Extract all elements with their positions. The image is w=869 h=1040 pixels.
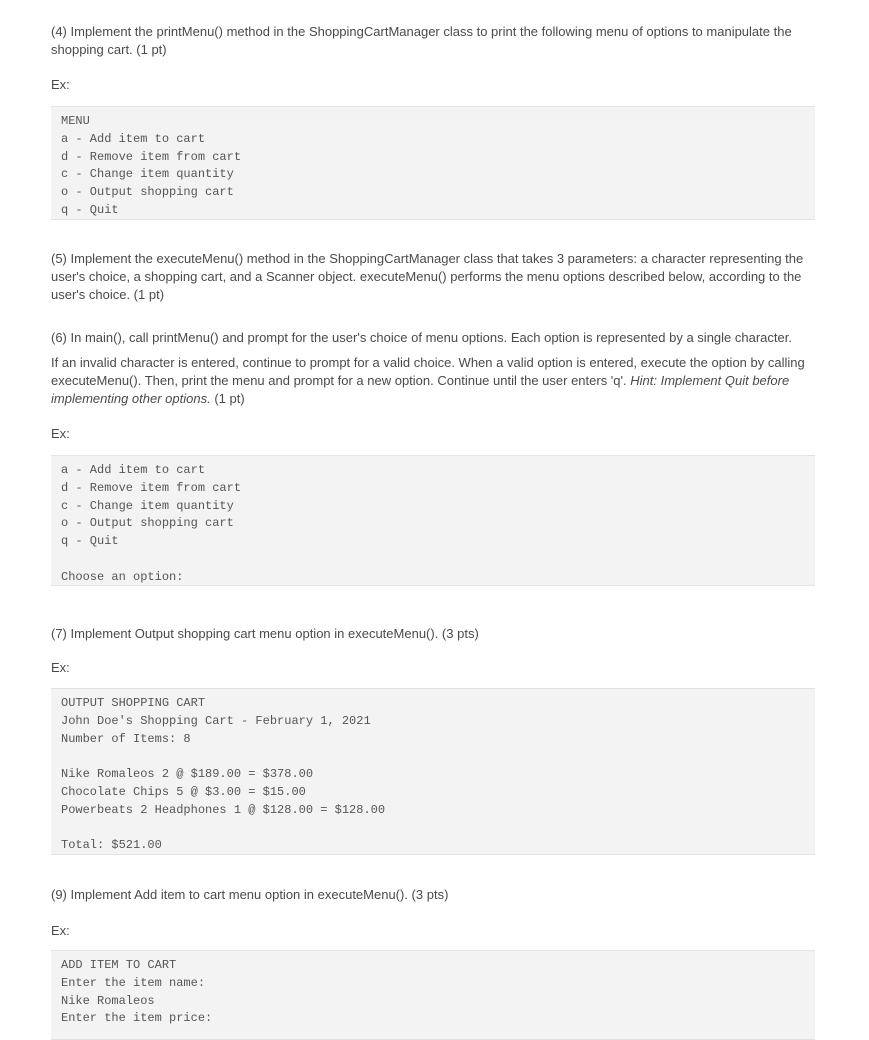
code-line: Choose an option: xyxy=(61,569,184,584)
code-line: a - Add item to cart xyxy=(61,463,206,477)
code-line: John Doe's Shopping Cart - February 1, 2021 xyxy=(61,713,371,728)
step6-instruction: (6) In main(), call printMenu() and prompt for the user's choice of menu options. Each option is represented by a single character. xyxy=(51,330,792,345)
step5-instruction: (5) Implement the executeMenu() method in the ShoppingCartManager class that takes 3 parameters: a character representing the user's choice, a shopping cart, and a Scanner object. executeMenu() performs the menu options described below, according to the user's choice. (1 pt) xyxy=(51,251,804,302)
code-line: ADD ITEM TO CART xyxy=(61,958,177,972)
step4-menu-code-block xyxy=(51,106,815,220)
step9-add-item-code-block xyxy=(51,950,815,1040)
code-line: c - Change item quantity xyxy=(61,167,234,182)
code-line: Chocolate Chips 5 @ $3.00 = $15.00 xyxy=(61,784,306,799)
step9-example-label: Ex: xyxy=(51,923,70,938)
code-line: q - Quit xyxy=(61,534,119,549)
step7-example-label: Ex: xyxy=(51,660,70,675)
code-line: o - Output shopping cart xyxy=(61,185,234,200)
code-line: o - Output shopping cart xyxy=(61,516,234,531)
code-line xyxy=(61,820,805,838)
code-line xyxy=(61,748,805,766)
step6-hint: Hint: Implement Quit before implementing other options. xyxy=(51,373,790,406)
step4-example-label: Ex: xyxy=(51,77,70,92)
code-line: Nike Romaleos xyxy=(61,993,155,1008)
step6-points: (1 pt) xyxy=(210,391,245,406)
code-line: c - Change item quantity xyxy=(61,498,234,513)
step4-instruction: (4) Implement the printMenu() method in the ShoppingCartManager class to print the following menu of options to manipulate the shopping cart. (1 pt) xyxy=(51,24,792,57)
step6-details xyxy=(51,354,821,408)
code-line: Nike Romaleos 2 @ $189.00 = $378.00 xyxy=(61,767,314,782)
code-line: OUTPUT SHOPPING CART xyxy=(61,696,206,710)
code-line: MENU xyxy=(61,114,90,128)
step6-menu-code-block xyxy=(51,455,815,586)
code-line: a - Add item to cart xyxy=(61,131,206,146)
code-line: Powerbeats 2 Headphones 1 @ $128.00 = $128.00 xyxy=(61,802,386,817)
code-line xyxy=(61,551,805,569)
code-line: d - Remove item from cart xyxy=(61,480,242,495)
code-line: q - Quit xyxy=(61,202,119,217)
step7-instruction: (7) Implement Output shopping cart menu option in executeMenu(). (3 pts) xyxy=(51,626,479,641)
step9-instruction: (9) Implement Add item to cart menu option in executeMenu(). (3 pts) xyxy=(51,887,449,902)
step7-output-code-block xyxy=(51,688,815,855)
step6-example-label: Ex: xyxy=(51,426,70,441)
code-line: Enter the item price: xyxy=(61,1011,213,1026)
code-line: d - Remove item from cart xyxy=(61,149,242,164)
step6-details-text: If an invalid character is entered, continue to prompt for a valid choice. When a valid option is entered, execute the option by calling executeMenu(). Then, print the menu and prompt for a new option. Continue until the user enters 'q'. xyxy=(51,355,805,388)
code-line: Enter the item name: xyxy=(61,975,206,990)
code-line: Total: $521.00 xyxy=(61,838,162,853)
code-line: Number of Items: 8 xyxy=(61,731,191,746)
